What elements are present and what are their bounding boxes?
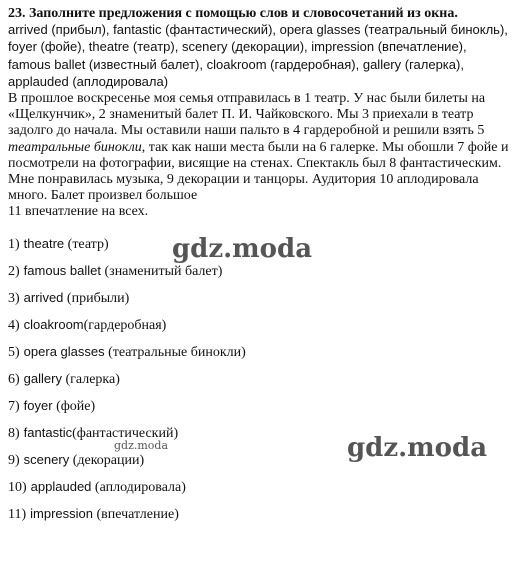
- answer-number: 8): [8, 426, 20, 441]
- answer-number: 2): [8, 264, 20, 279]
- answer-term: scenery: [23, 452, 70, 467]
- answer-translation: (театральные бинокли): [108, 345, 246, 360]
- answer-item: [8, 311, 246, 338]
- answer-number: 4): [8, 318, 20, 333]
- story-text-italic: театральные бинокли: [8, 139, 142, 155]
- answer-number: 5): [8, 345, 20, 360]
- answer-item: [8, 365, 246, 392]
- answer-translation: (прибыли): [66, 291, 130, 306]
- watermark: gdz.moda: [172, 234, 313, 264]
- answer-item: [8, 473, 246, 500]
- answer-item: [8, 392, 246, 419]
- answer-term: cloakroom: [23, 317, 84, 332]
- answer-translation: (фантастический): [72, 426, 179, 441]
- answer-term: theatre: [23, 236, 65, 251]
- story-text-part2: , так как наши места были на 6 галерке. Мы обошли 7 фойе и посмотрели на фотографии, висящие на стенах. Спектакль был 8 фантастическим. Мне понравилась музыка, 9 декорации и танцоры. Аудитория 10 аплодировала много. Балет произвел большое: [8, 139, 509, 204]
- watermark: gdz.moda: [347, 433, 488, 463]
- answer-item: [8, 338, 246, 365]
- answer-number: 7): [8, 399, 20, 414]
- answer-number: 3): [8, 291, 20, 306]
- answer-term: opera glasses: [23, 344, 105, 359]
- answer-translation: (аплодировала): [94, 480, 186, 495]
- answer-number: 11): [8, 507, 27, 522]
- answer-number: 10): [8, 480, 27, 495]
- answer-term: fantastic: [23, 425, 73, 440]
- answer-translation: (галерка): [65, 372, 120, 387]
- answer-item: [8, 500, 246, 527]
- task-heading: 23. Заполните предложения с помощью слов и словосочетаний из окна.: [8, 6, 458, 21]
- task-paragraph: [8, 6, 510, 221]
- answer-translation: (знаменитый балет): [104, 264, 223, 279]
- answer-number: 1): [8, 237, 20, 252]
- answer-number: 9): [8, 453, 20, 468]
- story-text-last-line: 11 впечатление на всех.: [8, 204, 149, 220]
- answer-number: 6): [8, 372, 20, 387]
- answer-term: applauded: [30, 479, 92, 494]
- answer-translation: (декорации): [72, 453, 145, 468]
- story-text-part1: В прошлое воскресенье моя семья отправилась в 1 театр. У нас были билеты на «Щелкунчик», 2 знаменитый балет П. И. Чайковского. Мы 3 приехали в театр задолго до начала. Мы оставили наши пальто в 4 гардеробной и решили взять 5: [8, 91, 486, 139]
- answer-translation: (гардеробная): [83, 318, 167, 333]
- answer-translation: (фойе): [56, 399, 96, 414]
- answer-term: impression: [30, 506, 94, 521]
- answer-term: gallery: [23, 371, 62, 386]
- watermark-small: gdz.moda: [114, 439, 169, 452]
- answer-translation: (впечатление): [96, 507, 179, 522]
- answer-term: arrived: [23, 290, 64, 305]
- answer-translation: (театр): [67, 237, 109, 252]
- answer-term: foyer: [23, 398, 53, 413]
- exercise-text: [8, 6, 510, 221]
- answer-list: [8, 230, 246, 527]
- word-box: arrived (прибыл), fantastic (фантастический), opera glasses (театральный бинокль), foyer (фойе), theatre (театр), scenery (декорации), impression (впечатление), famous ballet (известный балет), cloakroom (гардеробная), gallery (галерка), applauded (аплодировала): [8, 22, 508, 89]
- answer-term: famous ballet: [23, 263, 101, 278]
- answer-item: [8, 284, 246, 311]
